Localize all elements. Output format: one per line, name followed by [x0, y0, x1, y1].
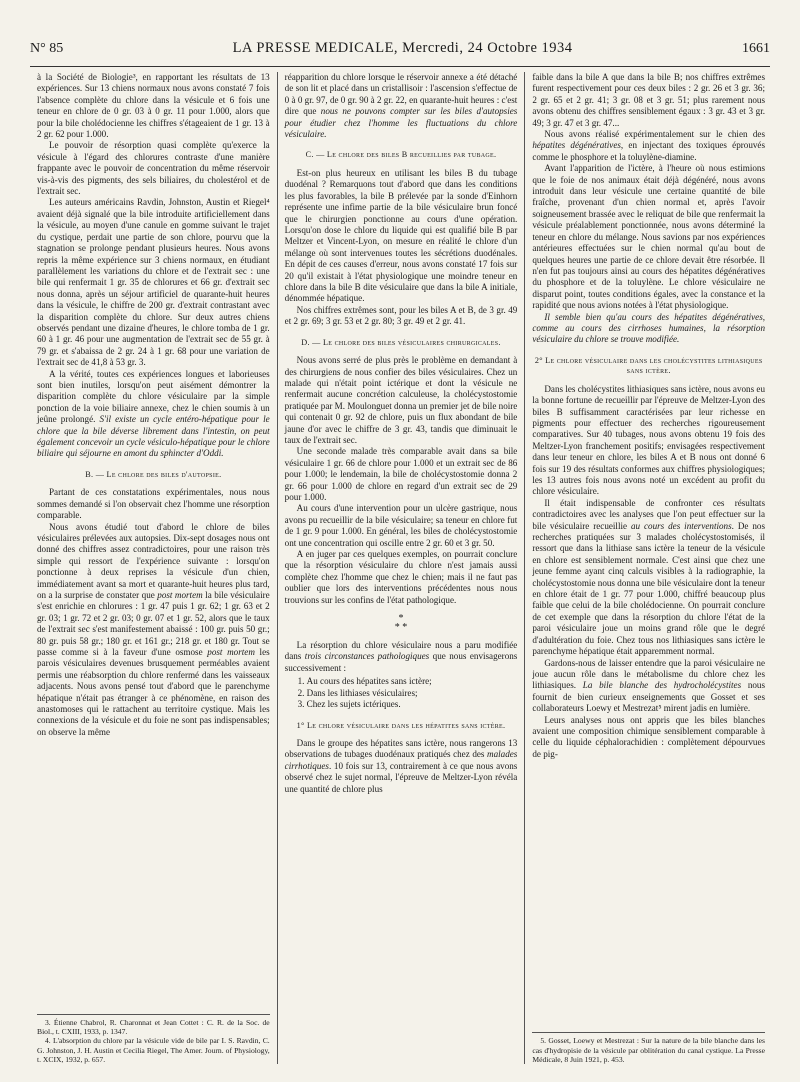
paragraph — [532, 658, 765, 715]
section-separator: * * * — [394, 613, 408, 634]
section-heading: 1° Le chlore vésiculaire dans les hépatites sans ictère. — [296, 720, 506, 730]
text-run: Nous avons réalisé expérimentalement sur le chien des — [544, 129, 766, 140]
paragraph: Nos chiffres extrêmes sont, pour les biles A et B, de 3 gr. 49 et 2 gr. 69; 3 gr. 53 et 2 gr. 80; 3 gr. 49 et 2 gr. 41. — [284, 304, 518, 327]
paragraph: A en juger par ces quelques exemples, on pourrait conclure que la résorption vésiculaire du chlore n'est jamais aussi complète chez l'homme que chez le chien; mais il ne faut pas oublier que lors des interventions précédentes nous nous trouvions sur les confins de l'état pathologique. — [284, 549, 518, 605]
italic-run: au cours des interventions — [630, 520, 732, 531]
text-run: la bile vésiculaire s'est enrichie en chlorures : 1 gr. 47 puis 1 gr. 62; 1 gr. 63 et 2 gr. 03; 1 gr. 72 et 2 gr. 03; 0 gr. 07 et 1 gr. 52, alors que le taux de l'extrait sec s'est manifestement abaissé : 100 gr. puis 50 gr.; 80 gr. puis 58 gr.; 180 gr. et 161 gr.; 218 gr. et 180 gr. Tout se passe comme si à la faveur d'une osmose — [37, 589, 270, 657]
section-heading: 2° Le chlore vésiculaire dans les cholécystites lithiasiques sans ictère. — [534, 355, 763, 376]
paragraph — [37, 369, 270, 460]
italic-run: S'il existe un cycle entéro-hépatique pour le chlore que la bile déverse librement dans l'intestin, on peut également concevoir un cycle vésiculo-hépatique pour le chlore biliaire qui séjourne en amont du sphincter d'Oddi. — [37, 414, 270, 459]
italic-run: post mortem — [157, 589, 203, 600]
italic-run: malades cirrhotiques — [284, 749, 518, 771]
column-3 — [524, 72, 772, 1064]
column-1 — [30, 72, 277, 1064]
list-item: 3. Chez les sujets ictériques. — [307, 699, 518, 710]
text-run: Il était indispensable de confronter ces résultats contradictoires avec les analyses que l'on peut effectuer sur la bile vésiculaire recueillie — [532, 497, 766, 531]
footnotes — [532, 1032, 765, 1064]
text-run: . De nos recherches pratiquées sur 3 malades cholécystostomisés, il ressort que dans la lithiase sans ictère la teneur de la vésicule en chlore est sensiblement normale. C'est ainsi que chez une jeune femme ayant cinq calculs visibles à la radiographie, la cholécystostomie nous donna une bile vésiculaire dont la teneur en chlore était de 1 gr. 77 pour 1.000, chiffré beaucoup plus faible que celui de la bile cholédocienne. On pourrait conclure de cet exemple que dans la résorption du chlore l'état de la paroi vésiculaire joue un moins grand rôle que le degré d'adultération du foie. Chez tous nos lithiasiques sans ictère le parenchyme hépatique était apparemment normal. — [532, 520, 766, 657]
paragraph — [285, 72, 518, 140]
paragraph: Nous avons serré de plus près le problème en demandant à des chirurgiens de nous confier des biles vésiculaires. Chez un malade qui n'était point ictérique et dont la vésicule ne renfermait aucune concrétion calculeuse, la cholécystostomie pratiquée par M. Moulonguet donna un premier jet de bile noire qui contenait 0 gr. 92 de chlore, puis un flux abondant de bile jaune d'or avec le chiffre de 3 gr. 43, tandis que diminuait le taux de l'extrait sec. — [284, 355, 518, 445]
text-run: nous fournit de bien curieux enseignements que Gosset et ses collaborateurs Loewy et Mestrezat⁵ mirent jadis en lumière. — [532, 680, 766, 714]
paragraph — [532, 312, 765, 346]
paragraph: Avant l'apparition de l'ictère, à l'heure où nous estimions que le foie de nos animaux était déjà dégénéré, nous avons introduit dans leur vésicule une certaine quantité de bile fraîche, provenant d'un chien normal et, après l'avoir soigneusement brassée avec le reliquat de bile que renfermait la vésicule préalablement ponctionnée, nous avons déterminé la teneur en chlore du mélange. Nous savions par nos expériences antérieures effectuées sur le chien normal qu'au bout de quelques heures une partie de ce chlore devait être résorbée. Il n'en fut pas toujours ainsi au cours des hépatites dégénératives du phosphore et de la toluylène. Le chlore vésiculaire ne disparut point, toutes conditions égales, avec la constance et la rapidité que nous avions notées à l'état physiologique. — [532, 163, 766, 311]
page-number: 1661 — [741, 41, 770, 56]
footnote: 4. L'absorption du chlore par la vésicule vide de bile par I. S. Ravdin, C. G. Johnston, J. H. Austin et Cecilia Riegel, The Amer. Journ. of Physiology, t. XCIX, 1932, p. 657. — [37, 1036, 270, 1064]
paragraph — [285, 640, 518, 674]
paragraph: Leurs analyses nous ont appris que les biles blanches avaient une composition chimique sensiblement comparable à celle du liquide céphalorachidien : complètement dépourvues de pig- — [532, 714, 766, 759]
masthead — [30, 40, 770, 67]
paragraph — [37, 522, 270, 739]
section-heading: D. — Le chlore des biles vésiculaires chirurgicales. — [301, 337, 501, 347]
text-run: réapparition du chlore lorsque le réservoir annexe a été détaché de son lit et placé dans un cristallisoir : l'ascension s'effectue de 0 à 0 gr. 97, de 0 gr. 90 à 2 gr. 22, en quarante-huit heures : c'est dire que — [284, 72, 518, 117]
paragraph: Le pouvoir de résorption quasi complète qu'exerce la vésicule à l'égard des chlorures contraste d'une manière frappante avec le pouvoir de concentration du même réservoir vis-à-vis des pigments, des sels biliaires, du cholestérol et de l'extrait sec. — [37, 140, 270, 197]
paragraph — [285, 738, 518, 795]
article-columns — [30, 72, 772, 1064]
paragraph — [532, 498, 765, 658]
paragraph: Dans les cholécystites lithiasiques sans ictère, nous avons eu la bonne fortune de recueillir par l'épreuve de Meltzer-Lyon des biles B suffisamment caractérisées par leur richesse en pigments pour effectuer des recherches rigoureusement comparatives. Sur 40 tubages, nous avons obtenu 19 fois des Meltzer-Lyon franchement positifs; envisagées respectivement dans leur teneur en chlore, les biles A et B nous ont donné 6 fois sur 19 des résultats conformes aux chiffres physiologiques; les 13 autres fois nous avons noté un excédent au profit du chlore vésiculaire. — [532, 383, 766, 497]
paragraph — [532, 129, 765, 163]
text-run: Gardons-nous de laisser entendre que la paroi vésiculaire ne joue aucun rôle dans le métabolisme du chlore chez les lithiasiques. — [532, 657, 766, 691]
paragraph: Au cours d'une intervention pour un ulcère gastrique, nous avons pu recueillir de la bile vésiculaire; sa teneur en chlore fut de 1 gr. 9 pour 1.000. En général, les biles de cholécystostomie ont une concentration qui oscille entre 2 gr. 60 et 3 gr. 50. — [284, 503, 518, 548]
italic-run: nous ne pouvons compter sur les biles d'autopsies pour étudier chez l'homme les fluctuations du chlore vésiculaire. — [284, 106, 518, 140]
text-run: A la vérité, toutes ces expériences longues et laborieuses sont bien inutiles, lorsqu'on peut aisément démontrer la disparition complète du chlore vésiculaire par la simple ponction de la voie biliaire annexe, chez le chien soumis à un jeûne prolongé. — [37, 368, 270, 425]
circumstance-list — [285, 676, 518, 710]
paragraph: Les auteurs américains Ravdin, Johnston, Austin et Riegel⁴ avaient déjà signalé que la bile introduite artificiellement dans la vésicule, au moyen d'une canule en gomme suivant le trajet du cystique, perdait une partie de son chlore, pourvu que la stagnation se prolonge pendant plusieurs heures. Nous avons repris la même expérience sur 3 chiens normaux, en étudiant parallèlement les variations du chlore et de l'extrait sec : une bile qui renfermait 1 gr. 35 de chlorures et 66 gr. d'extrait sec nous donna, après un séjour artificiel de quarante-huit heures dans la vésicule, le chiffre de 200 gr. d'extrait contrastant avec la disparition complète du chlore. Sur deux autres chiens observés pendant une dizaine d'heures, le chlore tomba de 1 gr. 60 à 1 gr. 46 pour une augmentation de l'extrait sec de 55 gr. à 79 gr. et s'abaissa de 2 gr. 24 à 1 gr. 68 pour une variation de l'extrait sec de 41,8 à 53 gr. 3. — [37, 197, 270, 368]
text-run: Dans le groupe des hépatites sans ictère, nous rangerons 13 observations de tubages duodénaux pratiqués chez des — [284, 738, 518, 760]
text-run: La résorption du chlore vésiculaire nous a paru modifiée dans — [284, 640, 518, 662]
list-item: 2. Dans les lithiases vésiculaires; — [307, 688, 518, 699]
text-run: . 10 fois sur 13, contrairement à ce que nous avons observé chez le sujet normal, l'épreuve de Meltzer-Lyon révéla une quantité de chlore plus — [284, 760, 518, 794]
paragraph: faible dans la bile A que dans la bile B; nos chiffres extrêmes furent respectivement pour ces deux biles : 2 gr. 26 et 3 gr. 36; 2 gr. 65 et 2 gr. 41; 3 gr. 08 et 3 gr. 51; plus rarement nous avons obtenu des chiffres sensiblement égaux : 3 gr. 43 et 3 gr. 49; 3 gr. 47 et 3 gr. 47... — [532, 72, 766, 128]
section-heading: B. — Le chlore des biles d'autopsie. — [85, 469, 222, 479]
section-heading: C. — Le chlore des biles B recueillies par tubage. — [305, 150, 497, 160]
paragraph: à la Société de Biologie³, en rapportant les résultats de 13 expériences. Sur 13 chiens normaux nous avons constaté 7 fois l'absence complète du chlore dans la vésicule et 6 fois une teneur en chlore de 0 gr. 03 à 0 gr. 11 pour 1.000, alors que pour la bile cholédocienne les chiffres s'étageaient de 1 gr. 13 à 2 gr. 62 pour 1.000. — [37, 72, 270, 140]
column-2 — [277, 72, 525, 1064]
text-run: Nous avons étudié tout d'abord le chlore de biles vésiculaires prélevées aux autopsies. Dix-sept dosages nous ont donné des chiffres assez contradictoires, pour une raison très simple qui ressort de l'expérience suivante : lorsqu'on ponctionne à deux reprises la vésicule d'un chien, immédiatement avant sa mort et quarante-huit heures plus tard, on a la surprise de constater que — [37, 521, 270, 600]
italic-run: La bile blanche des hydrocholécystites — [582, 680, 742, 691]
paragraph: Est-on plus heureux en utilisant les biles B du tubage duodénal ? Remarquons tout d'abord que dans les conditions les plus favorables, la bile B prélevée par la sonde d'Einhorn représente une infime partie de la bile vésiculaire brun foncé que le chirurgien ponctionne au cours d'une opération. Lorsqu'on dose le chlore du liquide qui est qualifié bile B par Meltzer et Vincent-Lyon, on mesure en réalité le chlore d'un mélange où sont intervenues toutes les sécrétions duodénales. En dépit de ces causes d'erreur, nous avons constaté 17 fois sur 20 qu'il existait à l'état physiologique une moindre teneur en chlore dans la bile B dite vésiculaire que dans la bile A initiale, dénommée hépatique. — [284, 167, 518, 304]
newspaper-title: LA PRESSE MEDICALE, Mercredi, 24 Octobre 1934 — [232, 40, 573, 56]
italic-run: Il semble bien qu'au cours des hépatites dégénératives, comme au cours des cirrhoses humaines, la résorption vésiculaire du chlore se trouve modifiée. — [532, 311, 766, 345]
footnote: 5. Gosset, Loewy et Mestrezat : Sur la nature de la bile blanche dans les cas d'hydropisie de la vésicule par oblitération du canal cystique. La Presse Médicale, 8 Juin 1921, p. 453. — [532, 1036, 766, 1064]
footnote: 3. Étienne Chabrol, R. Charonnat et Jean Cottet : C. R. de la Soc. de Biol., t. CXIII, 1933, p. 1347. — [37, 1017, 270, 1037]
italic-run: trois circonstances pathologiques — [304, 651, 430, 662]
text-run: que nous envisagerons successivement : — [284, 651, 518, 673]
list-item: 1. Au cours des hépatites sans ictère; — [307, 676, 518, 687]
paragraph: Une seconde malade très comparable avait dans sa bile vésiculaire 1 gr. 66 de chlore pour 1.000 et un extrait sec de 86 pour 1.000; le lendemain, la bile de cholécystostomie donna 2 gr. 66 pour 1.000 de chlore en regard d'un extrait sec de 29 pour 1.000. — [284, 446, 518, 502]
text-run: les parois vésiculaires devenues brusquement perméables avaient permis une réabsorption du chlore renfermé dans les vaisseaux adjacents. Nous avons pensé tout d'abord que le parenchyme hépatique n'était pas étranger à ce phénomène, en raison des anastomoses qui le rattachent au territoire cystique. Mais les connexions de la vésicule et du foie ne sont pas indispensables; on observe la même — [37, 647, 270, 737]
italic-run: post mortem — [207, 647, 255, 657]
issue-number: N° 85 — [30, 41, 64, 56]
footnotes — [37, 1014, 270, 1064]
text-run: , en injectant des toxiques éprouvés comme le phosphore et la toluylène-diamine. — [532, 140, 766, 162]
italic-run: hépatites dégénératives — [532, 140, 621, 151]
paragraph: Partant de ces constatations expérimentales, nous nous sommes demandé si l'on observait chez l'homme une résorption comparable. — [37, 487, 270, 521]
